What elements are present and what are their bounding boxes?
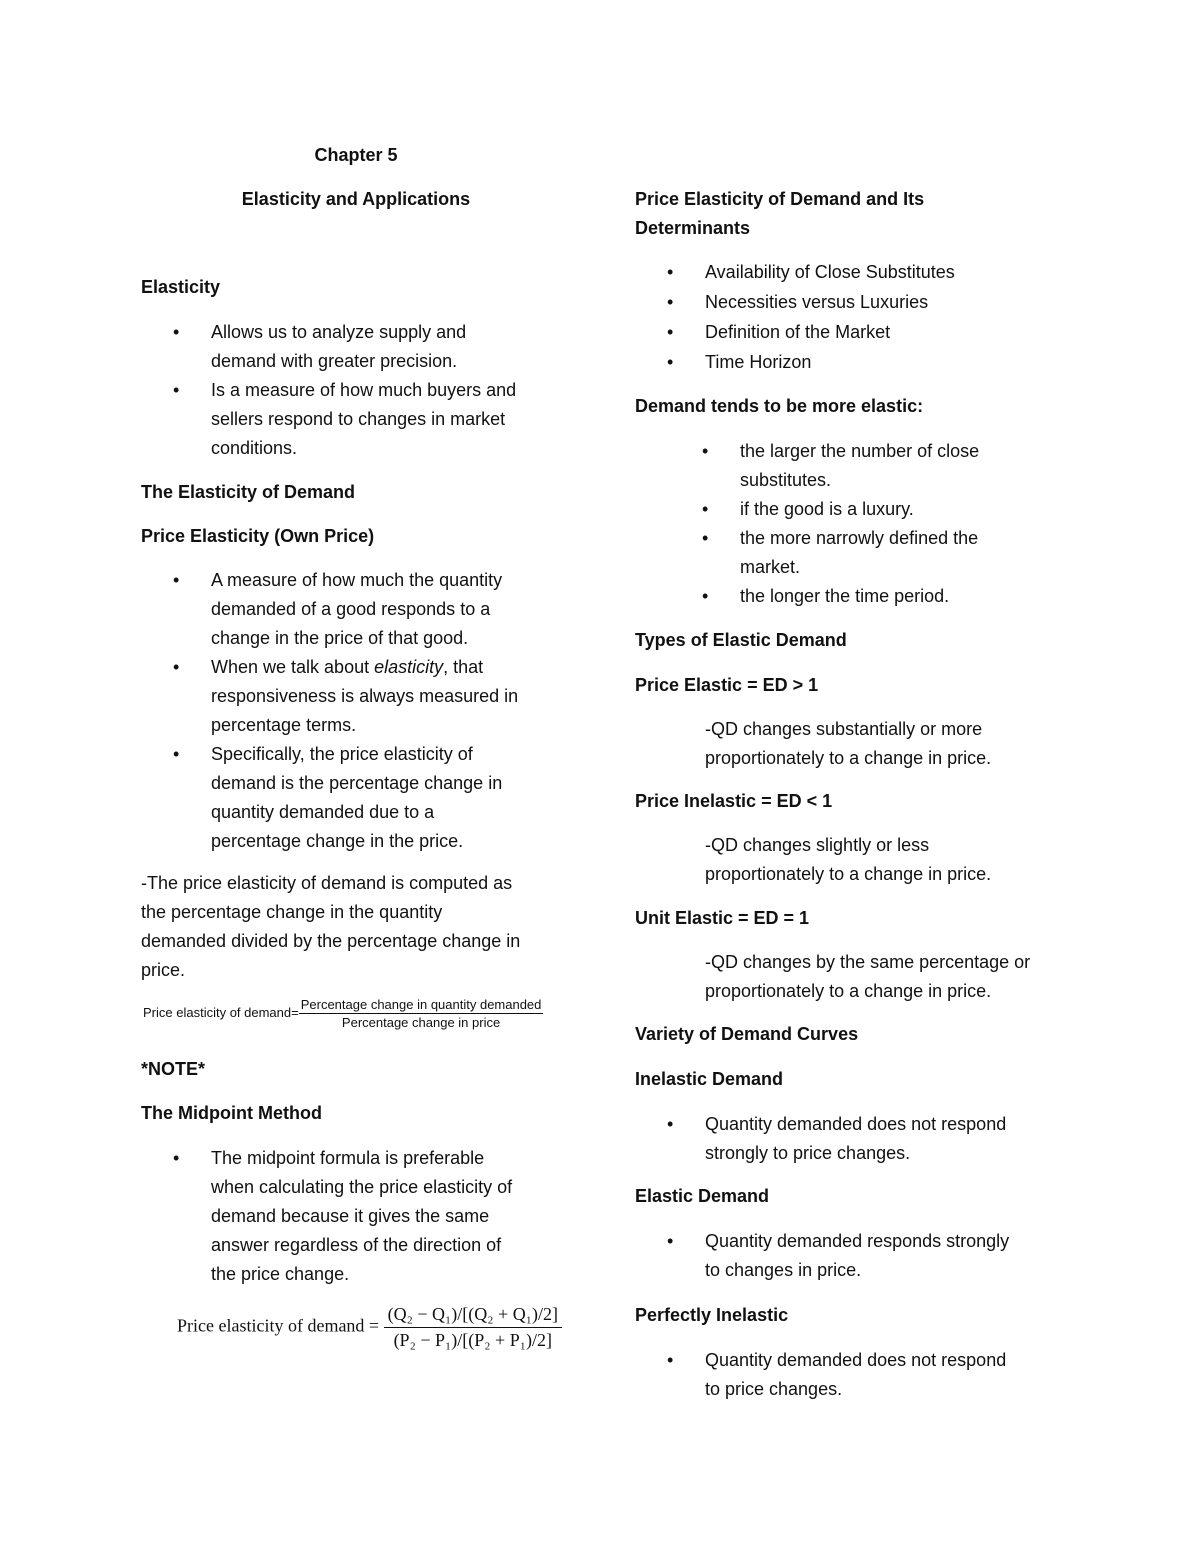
- types-heading: Types of Elastic Demand: [635, 630, 847, 650]
- line: Necessities versus Luxuries: [705, 292, 929, 312]
- elastic-bullet-list: [667, 1227, 1010, 1285]
- chapter-label: Chapter 5: [314, 145, 398, 165]
- bullet-icon: •: [667, 1114, 674, 1134]
- line: if the good is a luxury.: [740, 499, 914, 519]
- formula-midpoint: [177, 1304, 562, 1351]
- line: demand is the percentage change in: [211, 773, 503, 793]
- page-title: Elasticity and Applications: [241, 189, 471, 209]
- line: to price changes.: [705, 1379, 843, 1399]
- list-item: [702, 582, 979, 611]
- inelastic-demand-heading: Inelastic Demand: [635, 1069, 784, 1089]
- list-item: [667, 1110, 1007, 1168]
- determinants-bullet-list: [667, 258, 955, 377]
- line: -QD changes by the same percentage or: [705, 952, 1031, 972]
- price-inelastic-text: [705, 831, 991, 889]
- list-item: [173, 653, 519, 740]
- list-item: [702, 524, 979, 582]
- more-elastic-heading: Demand tends to be more elastic:: [635, 396, 924, 416]
- line: proportionately to a change in price.: [705, 864, 992, 884]
- line: Quantity demanded does not respond: [705, 1350, 1007, 1370]
- line: Allows us to analyze supply and: [211, 322, 467, 342]
- list-item: [173, 1144, 513, 1289]
- variety-heading: Variety of Demand Curves: [635, 1024, 859, 1044]
- price-elastic-heading: Price Elastic = ED > 1: [635, 675, 819, 695]
- more-elastic-bullet-list: [702, 437, 980, 611]
- price-elastic-text: [705, 715, 991, 773]
- line: proportionately to a change in price.: [705, 748, 992, 768]
- midpoint-bullet-list: [173, 1144, 513, 1289]
- line: proportionately to a change in price.: [705, 981, 992, 1001]
- list-item: [667, 318, 955, 347]
- line: -The price elasticity of demand is computed as: [141, 873, 513, 893]
- line: market.: [740, 557, 801, 577]
- line: demand with greater precision.: [211, 351, 458, 371]
- bullet-icon: •: [667, 1231, 674, 1251]
- list-item: [702, 437, 980, 495]
- line: responsiveness is always measured in: [211, 686, 519, 706]
- inelastic-bullet-list: [667, 1110, 1007, 1168]
- bullet-icon: •: [667, 322, 674, 342]
- list-item: [667, 1346, 1007, 1404]
- bullet-icon: •: [667, 292, 674, 312]
- line: Quantity demanded responds strongly: [705, 1231, 1010, 1251]
- bullet-icon: •: [667, 1350, 674, 1370]
- line: the larger the number of close: [740, 441, 980, 461]
- line: the longer the time period.: [740, 586, 950, 606]
- formula-numerator: Percentage change in quantity demanded: [300, 997, 542, 1012]
- price-elasticity-heading: Price Elasticity (Own Price): [141, 526, 375, 546]
- line: change in the price of that good.: [211, 628, 469, 648]
- formula-percentage: [143, 997, 543, 1030]
- line: Definition of the Market: [705, 322, 891, 342]
- bullet-icon: •: [173, 570, 180, 590]
- bullet-icon: •: [702, 586, 709, 606]
- line: Determinants: [635, 218, 751, 238]
- line: [211, 653, 518, 682]
- line: substitutes.: [740, 470, 832, 490]
- line: to changes in price.: [705, 1260, 862, 1280]
- list-item: [667, 348, 955, 377]
- italic-term: elasticity: [374, 657, 444, 677]
- formula-numerator: (Q₂ − Q₁)/[(Q₂ + Q₁)/2]: [384, 1304, 562, 1328]
- line: demanded of a good responds to a: [211, 599, 491, 619]
- line: Quantity demanded does not respond: [705, 1114, 1007, 1134]
- formula-label: Price elasticity of demand =: [177, 1315, 380, 1336]
- midpoint-heading: The Midpoint Method: [141, 1103, 322, 1123]
- determinants-heading: [635, 185, 924, 243]
- formula-denominator: (P₂ − P₁)/[(P₂ + P₁)/2]: [393, 1330, 552, 1350]
- list-item: [173, 318, 516, 376]
- line: percentage terms.: [211, 715, 357, 735]
- line: Specifically, the price elasticity of: [211, 744, 473, 764]
- line: demand because it gives the same: [211, 1206, 490, 1226]
- bullet-icon: •: [702, 499, 709, 519]
- line: A measure of how much the quantity: [211, 570, 503, 590]
- bullet-icon: •: [173, 322, 180, 342]
- price-elasticity-bullet-list: [173, 566, 519, 856]
- elastic-demand-heading: Elastic Demand: [635, 1186, 770, 1206]
- list-item: [173, 566, 518, 653]
- elasticity-heading: Elasticity: [141, 277, 221, 297]
- perfectly-inelastic-heading: Perfectly Inelastic: [635, 1305, 789, 1325]
- formula-fraction: [299, 997, 544, 1030]
- list-item: [667, 288, 955, 317]
- formula-label: Price elasticity of demand=: [143, 1004, 299, 1020]
- line: Availability of Close Substitutes: [705, 262, 955, 282]
- line: conditions.: [211, 438, 298, 458]
- list-item: [667, 258, 955, 287]
- computed-paragraph: [141, 869, 520, 985]
- line: Time Horizon: [705, 352, 812, 372]
- bullet-icon: •: [173, 1148, 180, 1168]
- line: -QD changes substantially or more: [705, 719, 983, 739]
- line: answer regardless of the direction of: [211, 1235, 502, 1255]
- list-item: [173, 376, 517, 463]
- bullet-icon: •: [702, 441, 709, 461]
- list-item: [702, 495, 979, 524]
- formula-fraction: [384, 1304, 562, 1351]
- bullet-icon: •: [173, 744, 180, 764]
- line: sellers respond to changes in market: [211, 409, 506, 429]
- list-item: [173, 740, 518, 856]
- line: quantity demanded due to a: [211, 802, 435, 822]
- line: price.: [141, 960, 186, 980]
- perfectly-inelastic-bullet-list: [667, 1346, 1007, 1404]
- list-item: [667, 1227, 1010, 1285]
- elasticity-of-demand-heading: The Elasticity of Demand: [141, 482, 356, 502]
- price-inelastic-heading: Price Inelastic = ED < 1: [635, 791, 833, 811]
- line: the percentage change in the quantity: [141, 902, 443, 922]
- bullet-icon: •: [702, 528, 709, 548]
- line: Is a measure of how much buyers and: [211, 380, 517, 400]
- line: Price Elasticity of Demand and Its: [635, 189, 925, 209]
- line: -QD changes slightly or less: [705, 835, 930, 855]
- bullet-icon: •: [173, 380, 180, 400]
- elasticity-bullet-list: [173, 318, 517, 463]
- note-label: *NOTE*: [141, 1059, 206, 1079]
- line: when calculating the price elasticity of: [211, 1177, 513, 1197]
- line: the more narrowly defined the: [740, 528, 979, 548]
- line: demanded divided by the percentage change in: [141, 931, 521, 951]
- formula-denominator: Percentage change in price: [341, 1015, 501, 1030]
- unit-elastic-heading: Unit Elastic = ED = 1: [635, 908, 810, 928]
- text-run: When we talk about: [211, 657, 375, 677]
- bullet-icon: •: [667, 262, 674, 282]
- text-run: , that: [443, 657, 484, 677]
- line: The midpoint formula is preferable: [211, 1148, 485, 1168]
- bullet-icon: •: [667, 352, 674, 372]
- bullet-icon: •: [173, 657, 180, 677]
- line: percentage change in the price.: [211, 831, 464, 851]
- line: the price change.: [211, 1264, 350, 1284]
- line: strongly to price changes.: [705, 1143, 911, 1163]
- unit-elastic-text: [705, 948, 1030, 1006]
